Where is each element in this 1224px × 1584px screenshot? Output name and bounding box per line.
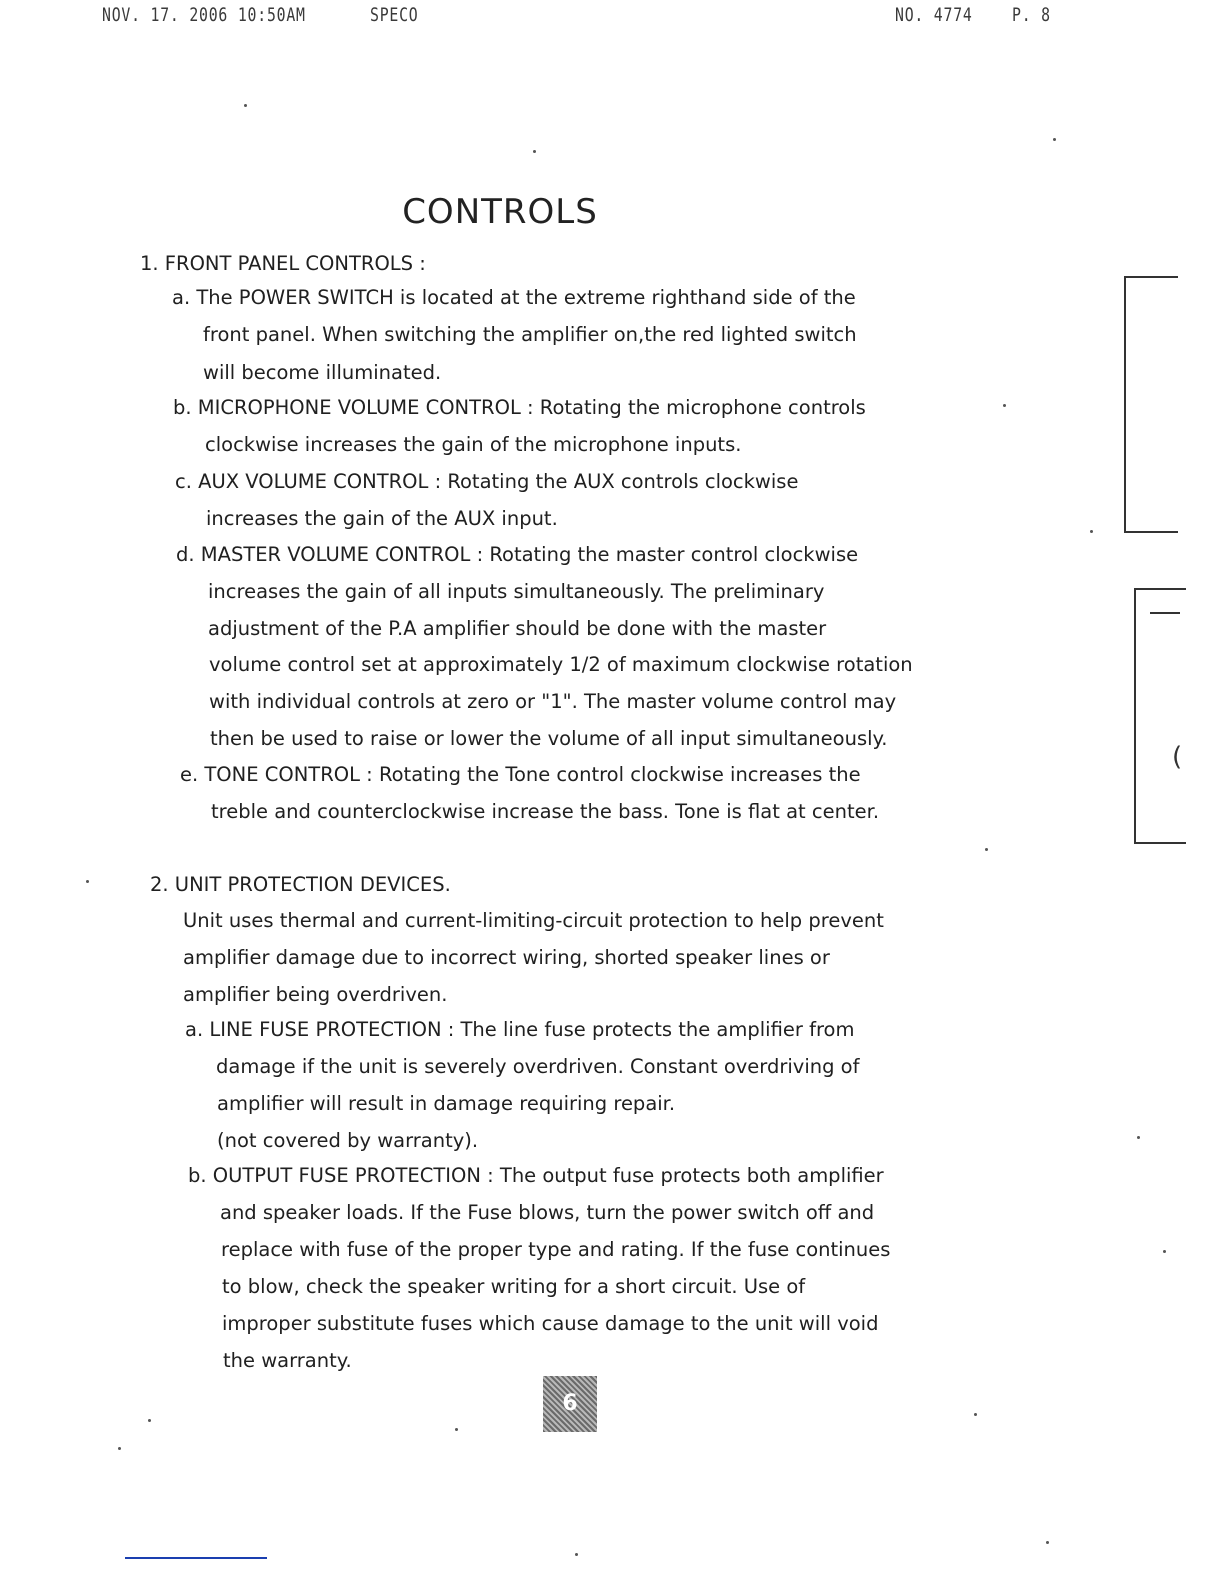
text-line: a. LINE FUSE PROTECTION : The line fuse protects the amplifier from [185, 1018, 855, 1041]
page-title: CONTROLS [402, 192, 598, 232]
text-line: b. MICROPHONE VOLUME CONTROL : Rotating the microphone controls [173, 396, 866, 419]
text-line: and speaker loads. If the Fuse blows, turn the power switch off and [220, 1201, 875, 1224]
text-line: with individual controls at zero or "1". The master volume control may [209, 690, 897, 713]
fax-sender: SPECO [370, 4, 419, 26]
scan-speck [985, 848, 988, 851]
text-line: adjustment of the P.A amplifier should be done with the master [208, 617, 827, 640]
text-line: volume control set at approximately 1/2 of maximum clockwise rotation [209, 653, 913, 676]
text-line: amplifier will result in damage requiring repair. [217, 1092, 676, 1115]
text-line: a. The POWER SWITCH is located at the extreme righthand side of the [172, 286, 856, 309]
text-line: e. TONE CONTROL : Rotating the Tone control clockwise increases the [180, 763, 861, 786]
text-line: to blow, check the speaker writing for a short circuit. Use of [222, 1275, 806, 1298]
text-line: c. AUX VOLUME CONTROL : Rotating the AUX controls clockwise [175, 470, 799, 493]
scan-speck [1137, 1136, 1140, 1139]
scan-speck [575, 1553, 578, 1556]
text-line: amplifier damage due to incorrect wiring, shorted speaker lines or [183, 946, 830, 969]
text-line: increases the gain of the AUX input. [206, 507, 558, 530]
text-line: front panel. When switching the amplifier on,the red lighted switch [203, 323, 857, 346]
bottom-rule [125, 1557, 267, 1559]
text-line: Unit uses thermal and current-limiting-circuit protection to help prevent [183, 909, 884, 932]
scan-speck [244, 104, 247, 107]
scan-speck [1046, 1541, 1049, 1544]
scan-speck [533, 150, 536, 153]
fax-number: NO. 4774 [895, 4, 973, 26]
page-number-badge: 6 [543, 1376, 597, 1432]
section-heading: 2. UNIT PROTECTION DEVICES. [150, 873, 451, 896]
scan-speck [1053, 138, 1056, 141]
scan-speck [1163, 1250, 1166, 1253]
scan-speck [148, 1419, 151, 1422]
text-line: b. OUTPUT FUSE PROTECTION : The output fuse protects both amplifier [188, 1164, 884, 1187]
fax-page: P. 8 [1012, 4, 1051, 26]
text-line: will become illuminated. [203, 361, 442, 384]
text-line: (not covered by warranty). [217, 1129, 479, 1152]
scan-speck [455, 1428, 458, 1431]
margin-bracket [1124, 276, 1178, 533]
text-line: clockwise increases the gain of the microphone inputs. [205, 433, 742, 456]
margin-bracket [1134, 588, 1186, 844]
text-line: increases the gain of all inputs simultaneously. The preliminary [208, 580, 825, 603]
text-line: treble and counterclockwise increase the bass. Tone is flat at center. [211, 800, 880, 823]
scan-speck [974, 1413, 977, 1416]
scan-speck [1003, 404, 1006, 407]
scan-speck [86, 880, 89, 883]
section-heading: 1. FRONT PANEL CONTROLS : [140, 252, 426, 275]
text-line: replace with fuse of the proper type and rating. If the fuse continues [221, 1238, 891, 1261]
margin-bracket-line [1150, 612, 1180, 614]
text-line: amplifier being overdriven. [183, 983, 448, 1006]
fax-date: NOV. 17. 2006 10:50AM [102, 4, 306, 26]
text-line: damage if the unit is severely overdriven. Constant overdriving of [216, 1055, 860, 1078]
text-line: d. MASTER VOLUME CONTROL : Rotating the master control clockwise [176, 543, 859, 566]
text-line: the warranty. [223, 1349, 352, 1372]
text-line: improper substitute fuses which cause damage to the unit will void [222, 1312, 879, 1335]
margin-mark: ( [1172, 742, 1183, 772]
scan-speck [1090, 530, 1093, 533]
scan-speck [118, 1447, 121, 1450]
text-line: then be used to raise or lower the volume of all input simultaneously. [210, 727, 888, 750]
